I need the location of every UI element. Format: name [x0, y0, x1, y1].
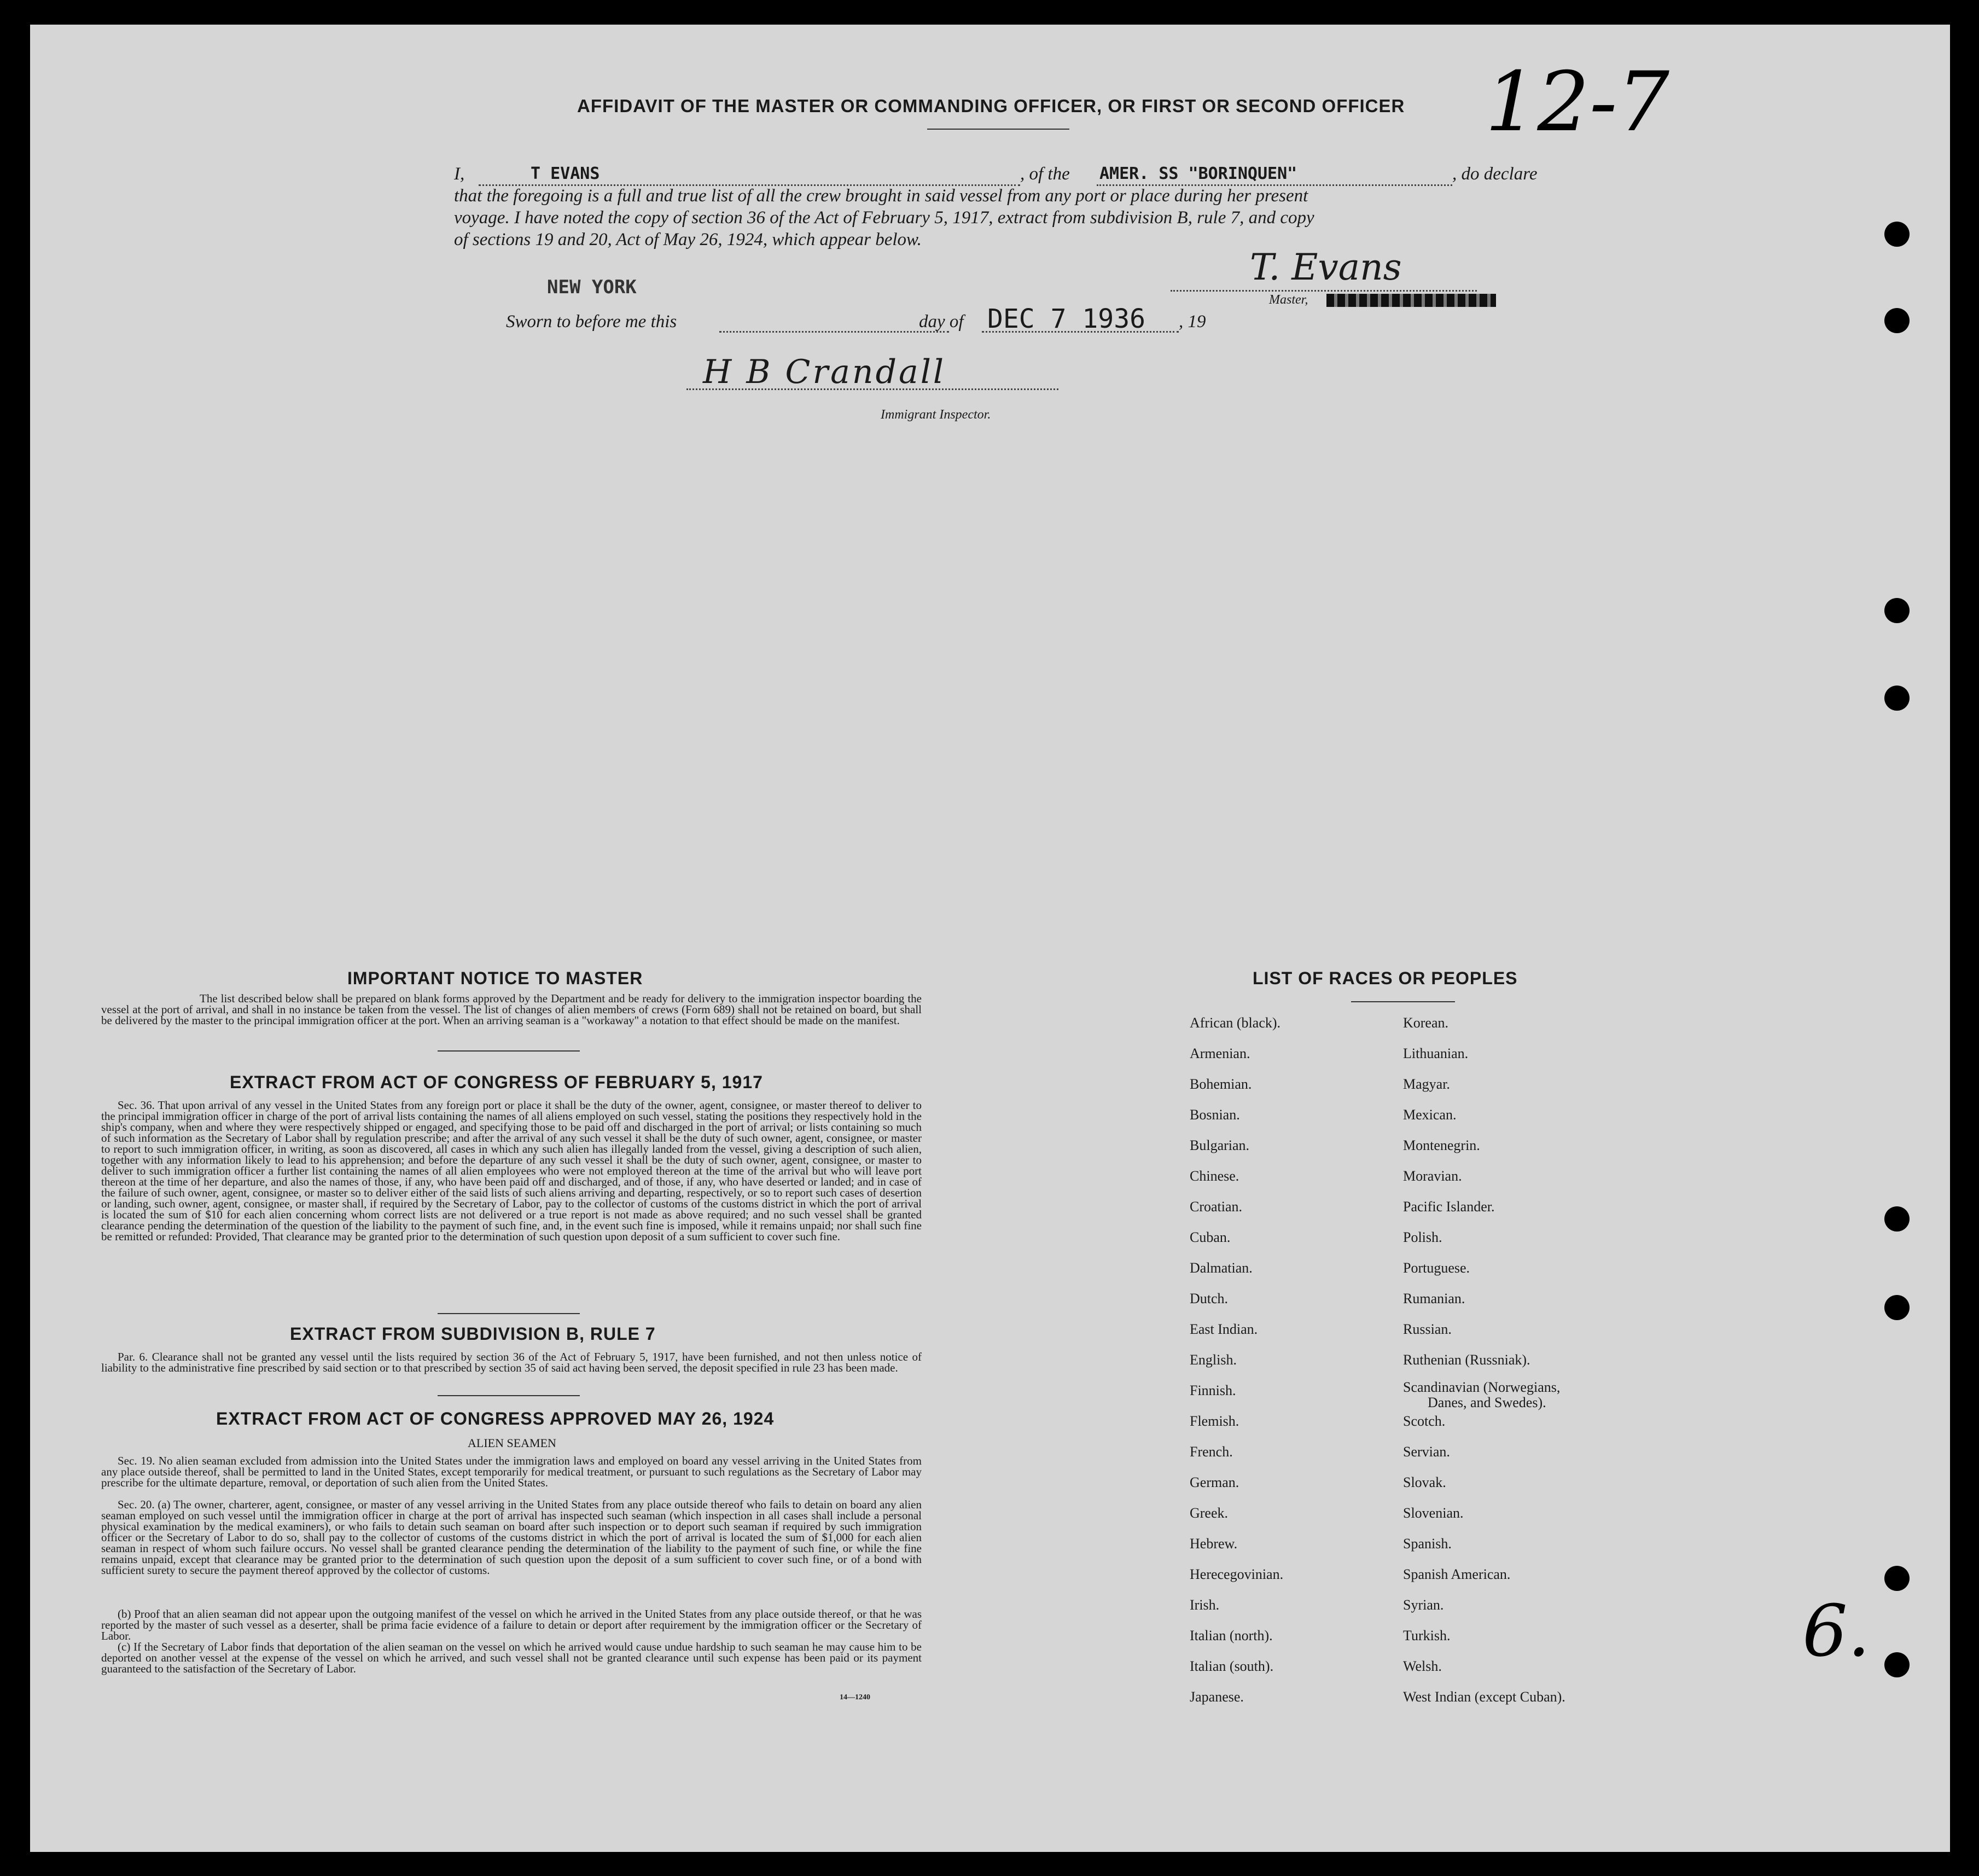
- alien-seamen-subtitle: ALIEN SEAMEN: [468, 1436, 556, 1450]
- binder-hole-2: [1884, 308, 1910, 333]
- race-left-3: Bohemian.: [1190, 1076, 1252, 1092]
- race-left-1: African (black).: [1190, 1015, 1281, 1031]
- race-right-18: Spanish.: [1403, 1536, 1452, 1552]
- master-signature-line: [1171, 290, 1477, 292]
- race-right-22: Welsh.: [1403, 1658, 1442, 1674]
- day-of-label: day of: [919, 312, 964, 332]
- race-right-9: Portuguese.: [1403, 1260, 1470, 1276]
- extract-1924-sec19: Sec. 19. No alien seaman excluded from admission into the United States under the immigration laws and employed on board any vessel arriving in the United States from any place outside thereof, shall be permitted to land in the United States, except temporarily for medical treatment, or pursuant to such regulations as the Secretary of Labor may prescribe for the ultimate departure, removal, or deportation of such alien from the United States.: [101, 1454, 922, 1489]
- extract-1917-text: Sec. 36. That upon arrival of any vessel in the United States from any foreign port or place it shall be the duty of the owner, agent, consignee, or master thereof to deliver to the principal immigration officer in charge of the port of arrival lists containing the names of all aliens employed on such vessel, stating the positions they respectively hold in the ship's company, when and where they were respectively shipped or engaged, and specifying those to be paid off and discharged in the port of arrival; or lists containing so much of such information as the Secretary of Labor shall by regulation prescribe; and after the arrival of any such vessel it shall be the duty of such owner, agent, consignee, or master to report to such immigration officer, in writing, as soon as discovered, all cases in which any such alien has illegally landed from the vessel, giving a description of such alien, together with any information likely to lead to his apprehension; and before the departure of any such vessel it shall be the duty of such owner, agent, consignee, or master to deliver to such immigration officer a further list containing the names of all alien employees who were not employed thereon at the time of the arrival but who will leave port thereon at the time of her departure, and also the names of those, if any, who have been paid off and discharged, and of those, if any, who have deserted or landed; and in case of the failure of such owner, agent, consignee, or master so to deliver either of the said lists of such aliens arriving and departing, respectively, or so to report such cases of desertion or landing, such owner, agent, consignee, or master shall, if required by the Secretary of Labor, pay to the collector of customs of the customs district in which the port of arrival is located the sum of $10 for each alien concerning whom correct lists are not delivered or a true report is not made as above required; and no such vessel shall be granted clearance pending the determination of the question of the liability to the payment of such fine, and, in the event such fine is imposed, while it remains unpaid; nor shall such fine be remitted or refunded: Provided, That clearance may be granted prior to the determination of such question upon deposit of a sum sufficient to cover such fine.: [101, 1099, 922, 1243]
- race-right-5: Montenegrin.: [1403, 1137, 1480, 1153]
- race-right-10: Rumanian.: [1403, 1291, 1465, 1306]
- race-left-19: Herecegovinian.: [1190, 1566, 1284, 1582]
- extract-1924-sec20a: Sec. 20. (a) The owner, charterer, agent, consignee, or master of any vessel arriving in the United States from any place outside thereof who fails to detain on board any alien seaman employed on such vessel until the immigration officer in charge at the port of arrival has inspected such seaman (which inspection in all cases shall include a personal physical examination by the medical examiners), or who fails to detain such seaman on board after such inspection or to deport such seaman if required by such immigration officer or the Secretary of Labor to do so, shall pay to the collector of customs of the customs district in which the port of arrival is located the sum of $1,000 for each alien seaman in respect of whom such failure occurs. No vessel shall be granted clearance pending the determination of the liability to the payment of such fine, or while the fine remains unpaid, except that clearance may be granted prior to the determination of such question upon the deposit of a sum sufficient to cover such fine, or of a bond with sufficient surety to secure the payment thereof approved by the collector of customs.: [101, 1498, 922, 1577]
- race-left-13: Finnish.: [1190, 1383, 1236, 1398]
- binder-hole-1: [1884, 222, 1910, 247]
- race-left-2: Armenian.: [1190, 1046, 1250, 1061]
- race-right-11: Russian.: [1403, 1321, 1452, 1337]
- race-right-20: Syrian.: [1403, 1597, 1444, 1613]
- notice-rule: [438, 1050, 580, 1052]
- name-typed: T EVANS: [531, 164, 600, 183]
- inspector-signature: H B Crandall: [703, 353, 946, 391]
- inspector-label: Immigrant Inspector.: [881, 408, 991, 422]
- race-left-18: Hebrew.: [1190, 1536, 1238, 1552]
- races-title: LIST OF RACES OR PEOPLES: [1253, 968, 1518, 988]
- race-right-4: Mexican.: [1403, 1107, 1457, 1123]
- extract-1924-title: EXTRACT FROM ACT OF CONGRESS APPROVED MAY 26, 1924: [216, 1409, 775, 1428]
- affidavit-line-4: of sections 19 and 20, Act of May 26, 1924, which appear below.: [454, 230, 922, 249]
- race-left-8: Cuban.: [1190, 1229, 1231, 1245]
- race-right-16: Slovak.: [1403, 1474, 1446, 1490]
- affidavit-line-3: voyage. I have noted the copy of section 36 of the Act of February 5, 1917, extract from subdivision B, rule 7, and copy: [454, 208, 1314, 228]
- notice-title: IMPORTANT NOTICE TO MASTER: [347, 968, 643, 988]
- race-left-17: Greek.: [1190, 1505, 1229, 1521]
- race-left-9: Dalmatian.: [1190, 1260, 1253, 1276]
- race-right-13: Scandinavian (Norwegians,: [1403, 1379, 1561, 1395]
- race-left-4: Bosnian.: [1190, 1107, 1240, 1123]
- affidavit-title: AFFIDAVIT OF THE MASTER OR COMMANDING OFFICER, OR FIRST OR SECOND OFFICER: [577, 96, 1405, 116]
- race-left-10: Dutch.: [1190, 1291, 1229, 1306]
- race-right-17: Slovenian.: [1403, 1505, 1464, 1521]
- extract-1917-title: EXTRACT FROM ACT OF CONGRESS OF FEBRUARY 5, 1917: [230, 1072, 763, 1092]
- sworn-day-line: [719, 331, 949, 333]
- master-label: Master,: [1269, 293, 1308, 307]
- race-right-15: Servian.: [1403, 1444, 1450, 1460]
- race-left-7: Croatian.: [1190, 1199, 1243, 1215]
- race-left-16: German.: [1190, 1474, 1239, 1490]
- sworn-label: Sworn to before me this: [506, 312, 677, 332]
- race-right-12: Ruthenian (Russniak).: [1403, 1352, 1530, 1368]
- place-stamp: NEW YORK: [547, 276, 637, 298]
- race-left-11: East Indian.: [1190, 1321, 1258, 1337]
- struck-out-title: [1326, 294, 1496, 307]
- race-right-14: Scotch.: [1403, 1413, 1446, 1429]
- race-left-15: French.: [1190, 1444, 1233, 1460]
- race-left-14: Flemish.: [1190, 1413, 1239, 1429]
- race-right-6: Moravian.: [1403, 1168, 1462, 1184]
- binder-hole-3: [1884, 598, 1910, 623]
- race-left-20: Irish.: [1190, 1597, 1220, 1613]
- rule7-text: Par. 6. Clearance shall not be granted any vessel until the lists required by section 36 of the Act of February 5, 1917, have been furnished, and not then unless notice of liability to the administrative fine prescribed by said section or to that prescribed by section 35 of said act having been served, the deposit specified in rule 23 has been made.: [101, 1350, 922, 1374]
- margin-note: 6.: [1802, 1589, 1871, 1672]
- race-right-19: Spanish American.: [1403, 1566, 1511, 1582]
- rule7-rule: [438, 1395, 580, 1396]
- vessel-typed: AMER. SS "BORINQUEN": [1099, 164, 1297, 183]
- race-right-23: West Indian (except Cuban).: [1403, 1689, 1565, 1705]
- do-declare-label: , do declare: [1452, 164, 1538, 184]
- race-left-12: English.: [1190, 1352, 1237, 1368]
- year-label: , 19: [1179, 312, 1206, 332]
- race-left-22: Italian (south).: [1190, 1658, 1274, 1674]
- binder-hole-5: [1884, 1206, 1910, 1232]
- title-rule: [927, 129, 1069, 130]
- binder-hole-8: [1884, 1652, 1910, 1677]
- race-left-21: Italian (north).: [1190, 1628, 1273, 1643]
- i-label: I,: [454, 164, 465, 184]
- race-right-2: Lithuanian.: [1403, 1046, 1469, 1061]
- race-right-1: Korean.: [1403, 1015, 1449, 1031]
- handwritten-number: 12-7: [1485, 55, 1669, 150]
- binder-hole-7: [1884, 1566, 1910, 1591]
- affidavit-line-2: that the foregoing is a full and true list of all the crew brought in said vessel from any port or place during her present: [454, 186, 1308, 206]
- binder-hole-4: [1884, 686, 1910, 711]
- binder-hole-6: [1884, 1295, 1910, 1320]
- extract-1924-sec20b: (b) Proof that an alien seaman did not appear upon the outgoing manifest of the vessel on which he arrived in the United States from any place outside thereof, or that he was reported by the master of such vessel as a deserter, shall be prima facie evidence of a failure to detain or deport after requirement by the immigration officer or the Secretary of Labor.: [101, 1607, 922, 1642]
- race-left-5: Bulgarian.: [1190, 1137, 1250, 1153]
- race-right-21: Turkish.: [1403, 1628, 1451, 1643]
- of-the-label: , of the: [1020, 164, 1070, 184]
- document-page: [30, 25, 1950, 1852]
- notice-text: The list described below shall be prepared on blank forms approved by the Department and be ready for delivery to the immigration inspector boarding the vessel at the port of arrival, and shall in no instance be taken from the vessel. The list of changes of alien members of crews (Form 689) shall not be retained on board, but shall be delivered by the master to the principal immigration officer at the port. When an arriving seaman is a "workaway" a notation to that effect should be made on the manifest.: [101, 992, 922, 1027]
- master-signature: T. Evans: [1250, 246, 1402, 288]
- race-left-6: Chinese.: [1190, 1168, 1239, 1184]
- race-right-7: Pacific Islander.: [1403, 1199, 1495, 1215]
- rule7-title: EXTRACT FROM SUBDIVISION B, RULE 7: [290, 1324, 656, 1344]
- race-left-23: Japanese.: [1190, 1689, 1244, 1705]
- extract-1917-rule: [438, 1313, 580, 1314]
- form-number: 14—1240: [840, 1693, 870, 1701]
- date-stamp: DEC 7 1936: [987, 304, 1145, 334]
- races-rule: [1351, 1001, 1455, 1002]
- extract-1924-sec20c: (c) If the Secretary of Labor finds that deportation of the alien seaman on the vessel on which he arrived would cause undue hardship to such seaman he may cause him to be deported on another vessel at the expense of the vessel on which he arrived, and such vessel shall not be granted clearance until such expense has been paid or its payment guaranteed to the satisfaction of the Secretary of Labor.: [101, 1640, 922, 1675]
- race-right-13-cont: Danes, and Swedes).: [1428, 1395, 1546, 1410]
- race-right-3: Magyar.: [1403, 1076, 1450, 1092]
- race-right-8: Polish.: [1403, 1229, 1442, 1245]
